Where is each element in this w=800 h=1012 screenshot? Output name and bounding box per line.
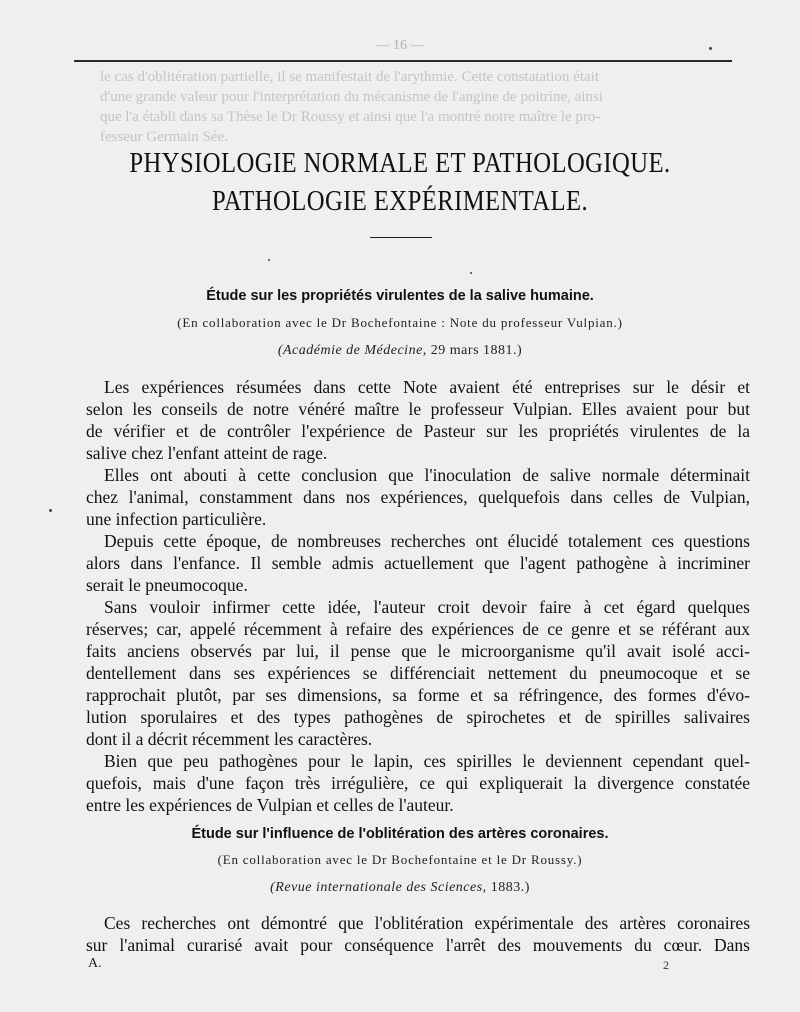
paragraph-line: Bien que peu pathogènes pour le lapin, ces spirilles le deviennent cependant quel- [104, 751, 750, 771]
paragraph-line: une infection particulière. [86, 509, 267, 529]
source-date: 29 mars 1881.) [430, 343, 523, 358]
top-rule [74, 60, 732, 62]
paragraph-line: chez l'animal, constamment dans nos expériences, quelquefois dans celles de Vulpian, [86, 487, 750, 507]
collaboration-note: (En collaboration avec le Dr Bochefontaine : Note du professeur Vulpian.) [177, 315, 623, 330]
title-divider [370, 237, 432, 238]
paragraph-line: faits anciens observés par lui, il pense que le microorganisme qu'il avait isolé acci- [86, 641, 750, 661]
paragraph-line: Elles ont abouti à cette conclusion que l'inoculation de salive normale déterminait [104, 465, 750, 485]
paragraph-line: Ces recherches ont démontré que l'oblitération expérimentale des artères coronaires [104, 913, 750, 933]
print-speck [49, 509, 52, 512]
paragraph-line: Depuis cette époque, de nombreuses recherches ont élucidé totalement ces questions [104, 531, 750, 551]
paragraph-line: Sans vouloir infirmer cette idée, l'auteur croit devoir faire à cet égard quelques [104, 597, 750, 617]
paragraph-line: Les expériences résumées dans cette Note avaient été entreprises sur le désir et [104, 377, 750, 397]
bleed-through-line: le cas d'oblitération partielle, il se manifestait de l'arythmie. Cette constatation était [100, 69, 599, 85]
source-journal: (Revue internationale des Sciences, [270, 880, 487, 895]
paragraph-line: lution sporulaires et des types pathogènes de spirochetes et de spirilles salivaires [86, 707, 750, 727]
paragraph-line: quefois, mais d'une façon très irrégulière, ce qui expliquerait la divergence constatée [86, 773, 750, 793]
paragraph-line: salive chez l'enfant atteint de rage. [86, 443, 328, 463]
source-date: 1883.) [490, 880, 530, 895]
paragraph-line: rapprochait plutôt, par ses dimensions, sa forme et sa réfringence, des formes d'évo- [86, 685, 750, 705]
bleed-through-line: que l'a établi dans sa Thèse le Dr Roussy et ainsi que l'a montré notre maître le pro- [100, 109, 601, 125]
paragraph-line: serait le pneumocoque. [86, 575, 248, 595]
paragraph-line: selon les conseils de notre vénéré maître le professeur Vulpian. Elles avaient pour but [86, 399, 750, 419]
paragraph-line: réserves; car, appelé récemment à refaire des expériences de ce genre et se référant aux [86, 619, 750, 639]
source-journal: (Académie de Médecine, [277, 343, 427, 358]
section-heading: Étude sur les propriétés virulentes de la salive humaine. [206, 288, 594, 304]
paragraph-line: sur l'animal curarisé avait pour conséquence l'arrêt des mouvements du cœur. Dans [86, 935, 750, 955]
page-title: PHYSIOLOGIE NORMALE ET PATHOLOGIQUE. [129, 147, 671, 179]
publication-source [0, 880, 800, 896]
publication-source [0, 343, 800, 359]
paragraph-line: dentellement dans ses expériences se différenciait nettement du pneumocoque et se [86, 663, 750, 683]
print-speck [709, 47, 712, 50]
bleed-through-line: fesseur Germain Sée. [100, 129, 228, 145]
paragraph-line: dont il a décrit récemment les caractères. [86, 729, 373, 749]
sheet-number: 2 [663, 958, 669, 972]
page-subtitle: PATHOLOGIE EXPÉRIMENTALE. [211, 185, 589, 217]
print-speck [268, 259, 270, 261]
page-number: — 16 — [375, 38, 425, 53]
paragraph-line: alors dans l'enfance. Il semble admis actuellement que l'agent pathogène à incriminer [86, 553, 750, 573]
signature-mark: A. [88, 956, 102, 971]
paragraph-line: de vérifier et de contrôler l'expérience de Pasteur sur les propriétés virulentes de la [86, 421, 750, 441]
paragraph-line: entre les expériences de Vulpian et celles de l'auteur. [86, 795, 454, 815]
section-heading: Étude sur l'influence de l'oblitération des artères coronaires. [191, 826, 609, 842]
collaboration-note: (En collaboration avec le Dr Bochefontaine et le Dr Roussy.) [217, 852, 583, 867]
print-speck [470, 272, 472, 274]
bleed-through-line: d'une grande valeur pour l'interprétation du mécanisme de l'angine de poitrine, ainsi [100, 89, 603, 105]
